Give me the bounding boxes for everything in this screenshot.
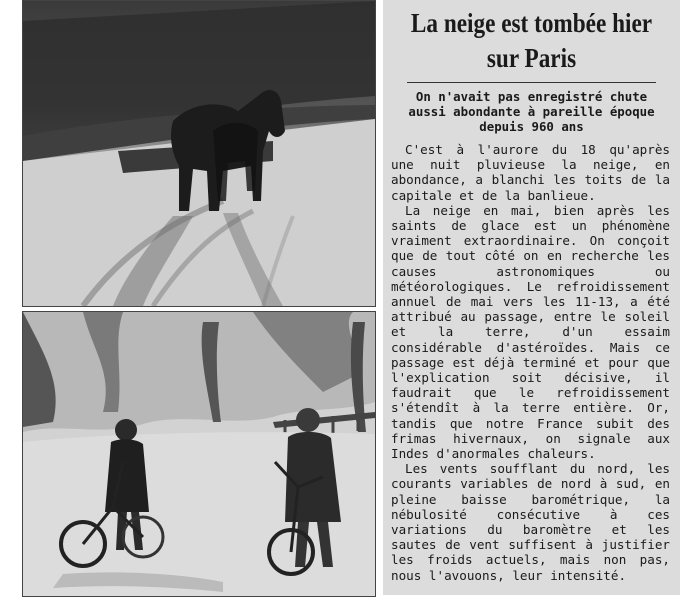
headline-line-1: La neige est tombée hier xyxy=(410,8,653,38)
paragraph-1: C'est à l'aurore du 18 qu'après une nuit pluvieuse la neige, en abondance, a blanchi les toits de la capitale et de la banlieue. xyxy=(391,142,670,203)
article-column xyxy=(383,0,680,595)
photo-horse-snow xyxy=(22,0,376,307)
headline xyxy=(404,6,659,76)
paragraph-2: La neige en mai, bien après les saints de glace est un phénomène vraiment extraordinaire. On conçoit que de tout côté on en recherche les causes astronomiques ou météorologiques. Le refroidissement annuel de mai vers les 11-13, a été attribué au passage, entre le soleil et la terre, d'un essaim considérable d'astéroïdes. Mais ce passage est déjà terminé et pour que l'explication soit décisive, il faudrait que le refroidissement s'étendît à la terre entière. Or, tandis que notre France subit des frimas hivernaux, on signale aux Indes d'anormales chaleurs. xyxy=(391,202,670,462)
article-body xyxy=(391,142,670,583)
photo-children-bicycles xyxy=(22,311,376,597)
subhead-line-3: depuis 960 ans xyxy=(479,119,584,134)
headline-line-2: sur Paris xyxy=(486,43,577,73)
subhead-line-1: On n'avait pas enregistré chute xyxy=(415,89,648,104)
paragraph-3: Les vents soufflant du nord, les courants variables de nord à sud, en pleine baisse barométrique, la nébulosité consécutive à ces variations du baromètre et les sautes de vent suffisent à justifier les froids actuels, mais non pas, nous l'avouons, leur intensité. xyxy=(391,461,670,583)
headline-rule xyxy=(407,82,656,83)
subhead-line-2: aussi abondante à pareille époque xyxy=(408,104,655,119)
subheadline xyxy=(391,89,672,134)
